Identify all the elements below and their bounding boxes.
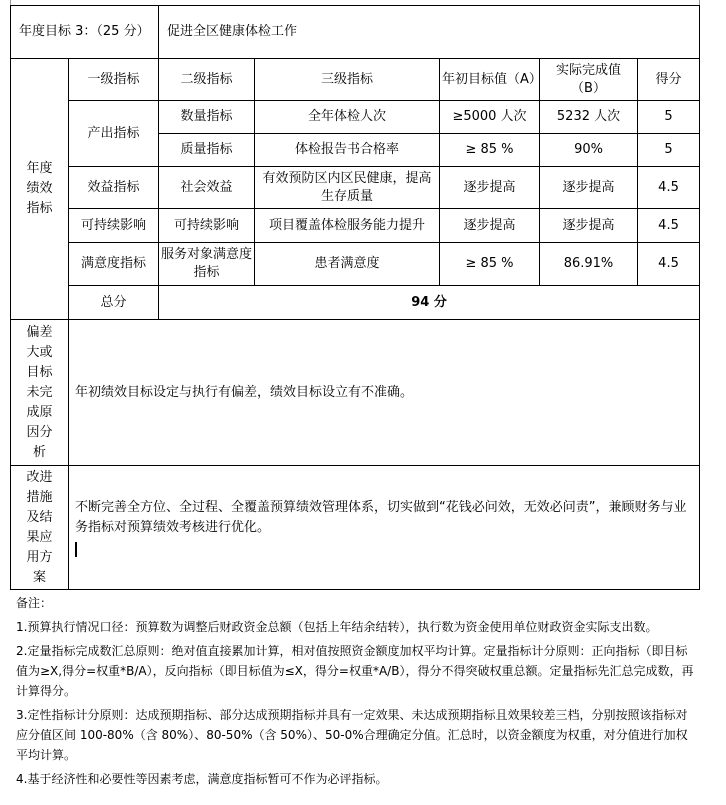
table-row bbox=[11, 243, 700, 286]
goal-text: 促进全区健康体检工作 bbox=[159, 6, 700, 59]
improvement-cell[interactable] bbox=[69, 466, 700, 590]
total-value: 94 分 bbox=[159, 286, 700, 320]
level1-cell: 满意度指标 bbox=[69, 243, 159, 286]
header-target: 年初目标值（A） bbox=[440, 59, 540, 101]
header-score: 得分 bbox=[638, 59, 700, 101]
score-cell: 4.5 bbox=[638, 243, 700, 286]
deviation-label: 偏差大或目标未完成原因分析 bbox=[11, 320, 69, 466]
score-cell: 4.5 bbox=[638, 167, 700, 209]
level2-cell: 可持续影响 bbox=[159, 209, 255, 243]
actual-cell: 90% bbox=[540, 134, 638, 167]
target-cell: 逐步提高 bbox=[440, 209, 540, 243]
level2-cell: 质量指标 bbox=[159, 134, 255, 167]
level1-cell: 可持续影响 bbox=[69, 209, 159, 243]
note-item: 2.定量指标完成数汇总原则：绝对值直接累加计算，相对值按照资金额度加权平均计算。定量指标计分原则：正向指标（即目标值为≥X,得分=权重*B/A），反向指标（即目标值为≤X，得分=权重*A/B），得分不得突破权重总额。定量指标先汇总完成数，再计算得分。 bbox=[16, 644, 694, 698]
header-level1: 一级指标 bbox=[69, 59, 159, 101]
improvement-text: 不断完善全方位、全过程、全覆盖预算绩效管理体系，切实做到“花钱必问效，无效必问责”，兼顾财务与业务指标对预算绩效考核进行优化。 bbox=[75, 500, 687, 535]
deviation-text: 年初绩效目标设定与执行有偏差，绩效目标设立有不准确。 bbox=[69, 320, 700, 466]
goal-label: 年度目标 3：（25 分） bbox=[11, 6, 159, 59]
note-item: 3.定性指标计分原则：达成预期指标、部分达成预期指标并具有一定效果、未达成预期指标且效果较差三档，分别按照该指标对应分值区间 100-80%（含 80%）、80-50%（含 50%）、50-0%合理确定分值。汇总时，以资金额度为权重，对分值进行加权平均计算。 bbox=[16, 708, 688, 762]
level1-cell: 产出指标 bbox=[69, 101, 159, 167]
improvement-row bbox=[11, 466, 700, 590]
target-cell: ≥ 85 % bbox=[440, 134, 540, 167]
score-cell: 5 bbox=[638, 134, 700, 167]
level2-cell: 服务对象满意度指标 bbox=[159, 243, 255, 286]
note-item: 4.基于经济性和必要性等因素考虑，满意度指标暂可不作为必评指标。 bbox=[16, 772, 388, 786]
level3-cell: 有效预防区内区民健康，提高生存质量 bbox=[255, 167, 440, 209]
level3-cell: 患者满意度 bbox=[255, 243, 440, 286]
header-row bbox=[11, 59, 700, 101]
text-cursor bbox=[75, 542, 77, 557]
level2-cell: 数量指标 bbox=[159, 101, 255, 134]
performance-table bbox=[10, 5, 700, 590]
total-row bbox=[11, 286, 700, 320]
score-cell: 4.5 bbox=[638, 209, 700, 243]
metrics-section-label: 年度绩效指标 bbox=[11, 59, 69, 320]
target-cell: ≥ 85 % bbox=[440, 243, 540, 286]
deviation-row bbox=[11, 320, 700, 466]
actual-cell: 逐步提高 bbox=[540, 167, 638, 209]
target-cell: 逐步提高 bbox=[440, 167, 540, 209]
notes-section bbox=[16, 593, 696, 789]
actual-cell: 逐步提高 bbox=[540, 209, 638, 243]
header-level2: 二级指标 bbox=[159, 59, 255, 101]
table-row bbox=[11, 101, 700, 134]
level3-cell: 项目覆盖体检服务能力提升 bbox=[255, 209, 440, 243]
score-cell: 5 bbox=[638, 101, 700, 134]
goal-row bbox=[11, 6, 700, 59]
level1-cell: 效益指标 bbox=[69, 167, 159, 209]
level3-cell: 全年体检人次 bbox=[255, 101, 440, 134]
improvement-label: 改进措施及结果应用方案 bbox=[11, 466, 69, 590]
header-level3: 三级指标 bbox=[255, 59, 440, 101]
note-item: 1.预算执行情况口径：预算数为调整后财政资金总额（包括上年结余结转），执行数为资金使用单位财政资金实际支出数。 bbox=[16, 620, 658, 634]
actual-cell: 5232 人次 bbox=[540, 101, 638, 134]
notes-title: 备注： bbox=[16, 596, 53, 610]
table-row bbox=[11, 167, 700, 209]
actual-cell: 86.91% bbox=[540, 243, 638, 286]
level2-cell: 社会效益 bbox=[159, 167, 255, 209]
level3-cell: 体检报告书合格率 bbox=[255, 134, 440, 167]
table-row bbox=[11, 209, 700, 243]
target-cell: ≥5000 人次 bbox=[440, 101, 540, 134]
total-label: 总分 bbox=[69, 286, 159, 320]
header-actual: 实际完成值（B） bbox=[540, 59, 638, 101]
